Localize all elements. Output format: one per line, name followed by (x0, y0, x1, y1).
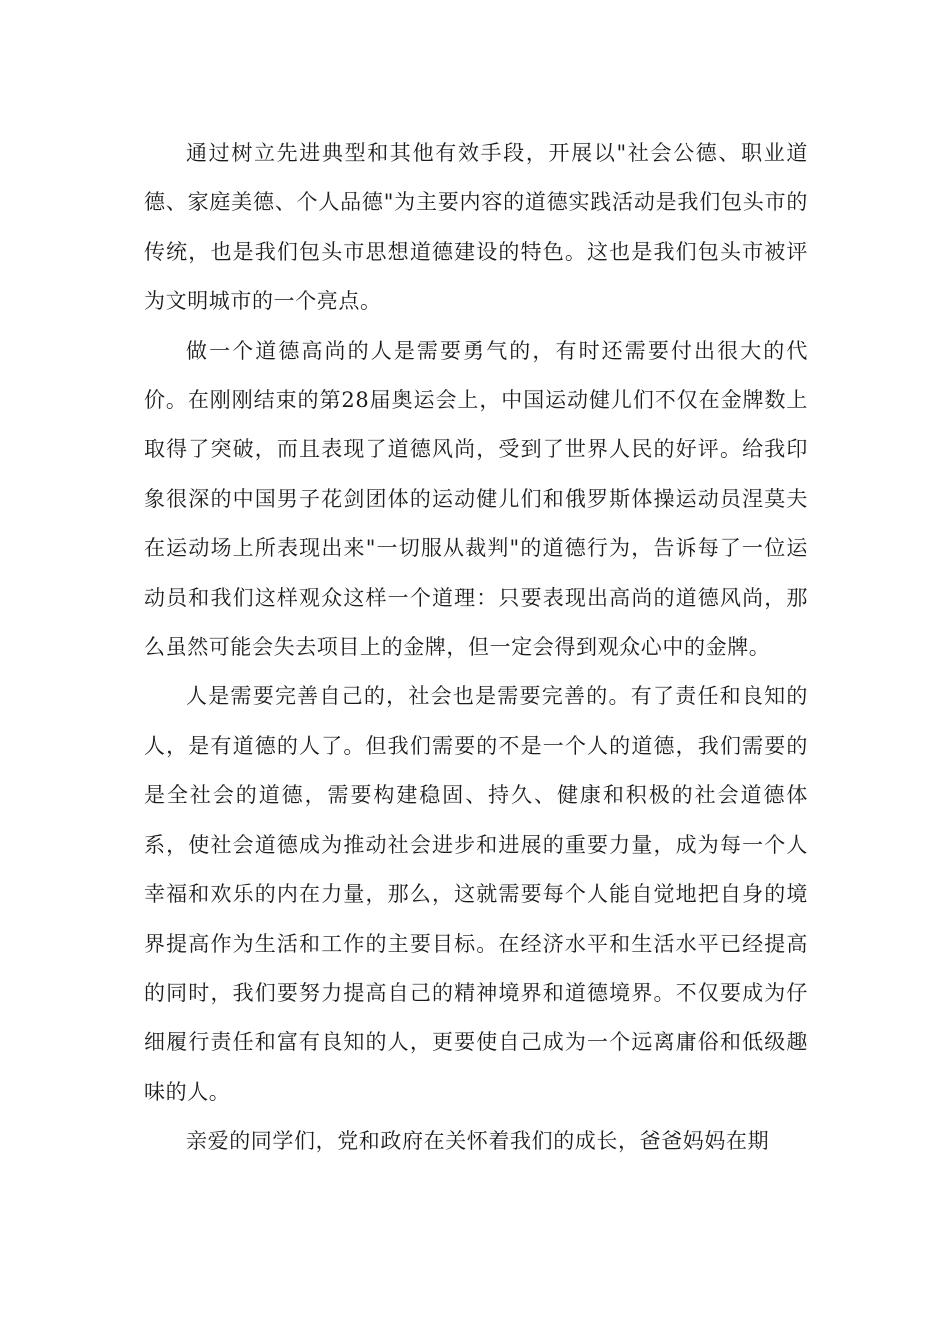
paragraph-1: 通过树立先进典型和其他有效手段，开展以"社会公德、职业道德、家庭美德、个人品德"为主要内容的道德实践活动是我们包头市的传统，也是我们包头市思想道德建设的特色。这也是我们包头市被评为文明城市的一个亮点。 (144, 141, 808, 314)
paragraph-2: 做一个道德高尚的人是需要勇气的，有时还需要付出很大的代价。在刚刚结束的第28届奥运会上，中国运动健儿们不仅在金牌数上取得了突破，而且表现了道德风尚，受到了世界人民的好评。给我印象很深的中国男子花剑团体的运动健儿们和俄罗斯体操运动员涅莫夫在运动场上所表现出来"一切服从裁判"的道德行为，告诉每了一位运动员和我们这样观众这样一个道理：只要表现出高尚的道德风尚，那么虽然可能会失去项目上的金牌，但一定会得到观众心中的金牌。 (144, 338, 808, 660)
paragraph-3: 人是需要完善自己的，社会也是需要完善的。有了责任和良知的人，是有道德的人了。但我们需要的不是一个人的道德，我们需要的是全社会的道德，需要构建稳固、持久、健康和积极的社会道德体系，使社会道德成为推动社会进步和进展的重要力量，成为每一个人幸福和欢乐的内在力量，那么，这就需要每个人能自觉地把自身的境界提高作为生活和工作的主要目标。在经济水平和生活水平已经提高的同时，我们要努力提高自己的精神境界和道德境界。不仅要成为仔细履行责任和富有良知的人，更要使自己成为一个远离庸俗和低级趣味的人。 (144, 684, 808, 1104)
document-body (144, 129, 808, 1167)
paragraph-4: 亲爱的同学们，党和政府在关怀着我们的成长，爸爸妈妈在期 (186, 1129, 770, 1154)
